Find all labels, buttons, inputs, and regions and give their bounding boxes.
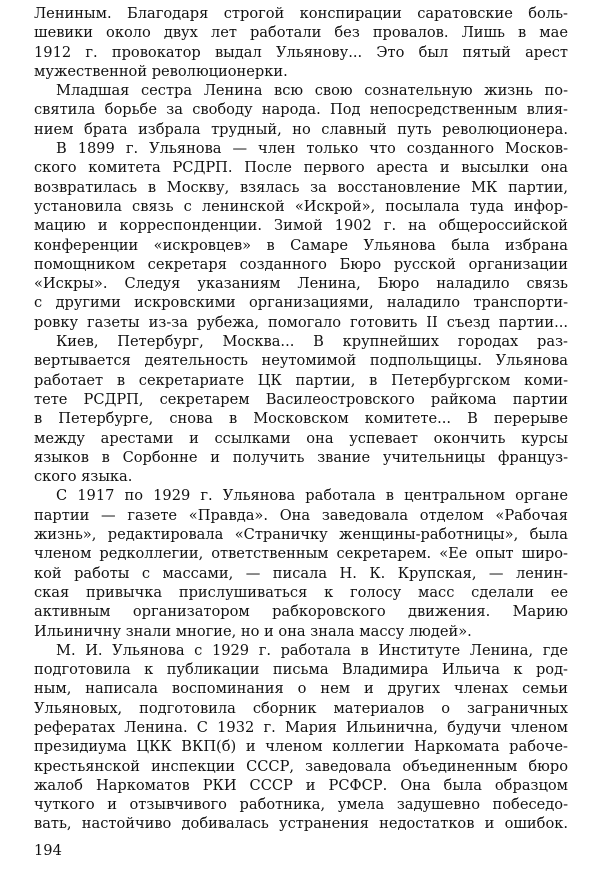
text-line: мацию и корреспонденции. Зимой 1902 г. на общероссийской [34, 217, 568, 235]
text-line: языков в Сорбонне и получить звание учительницы француз- [34, 448, 568, 466]
text-line: партии — газете «Правда». Она заведовала отделом «Рабочая [34, 506, 568, 524]
text-line: жалоб Наркоматов РКИ СССР и РСФСР. Она была образцом [34, 776, 568, 794]
text-line: Младшая сестра Ленина всю свою сознательную жизнь по- [56, 82, 568, 100]
text-line: кой работы с массами, — писала Н. К. Крупская, — ленин- [34, 564, 568, 582]
text-line: С 1917 по 1929 г. Ульянова работала в центральном органе [56, 487, 568, 505]
text-line: святила борьбе за свободу народа. Под непосредственным влия- [34, 101, 568, 119]
text-line: президиума ЦКК ВКП(б) и членом коллегии Наркомата рабоче- [34, 738, 568, 756]
paragraph-2 [34, 81, 568, 139]
text-line: В 1899 г. Ульянова — член только что созданного Москов- [56, 140, 568, 158]
paragraph-5 [34, 486, 568, 640]
text-line: активным организатором рабкоровского движения. Марию [34, 603, 568, 621]
body-text [34, 4, 568, 834]
page-number: 194 [34, 842, 62, 859]
text-line: подготовила к публикации письма Владимира Ильича к род- [34, 661, 568, 679]
text-line: мужественной революционерки. [34, 62, 288, 80]
text-line: с другими искровскими организациями, наладило транспорти- [34, 294, 568, 312]
paragraph-4 [34, 332, 568, 486]
text-line: «Искры». Следуя указаниям Ленина, Бюро наладило связь [34, 275, 568, 293]
text-line: нием брата избрала трудный, но славный путь революционера. [34, 120, 568, 138]
text-line: вертывается деятельность неутомимой подпольщицы. Ульянова [34, 352, 568, 370]
text-line: М. И. Ульянова с 1929 г. работала в Институте Ленина, где [56, 641, 568, 659]
text-line: ская привычка прислушиваться к голосу масс сделали ее [34, 583, 568, 601]
text-line: установила связь с ленинской «Искрой», посылала туда инфор- [34, 197, 568, 215]
text-line: рефератах Ленина. С 1932 г. Мария Ильинична, будучи членом [34, 718, 568, 736]
text-line: ского комитета РСДРП. После первого ареста и высылки она [34, 159, 568, 177]
text-line: ным, написала воспоминания о нем и других членах семьи [34, 680, 568, 698]
text-line: ского языка. [34, 468, 133, 486]
text-line: возвратилась в Москву, взялась за восстановление МК партии, [34, 178, 568, 196]
text-line: крестьянской инспекции СССР, заведовала объединенным бюро [34, 757, 568, 775]
text-line: Лениным. Благодаря строгой конспирации саратовские боль- [34, 5, 568, 22]
text-line: чуткого и отзывчивого работника, умела задушевно побеседо- [34, 796, 568, 814]
text-line: Ульяновых, подготовила сборник материалов о заграничных [34, 699, 568, 717]
text-line: в Петербурге, снова в Московском комитете... В перерыве [34, 410, 568, 428]
paragraph-6 [34, 641, 568, 834]
text-line: Киев, Петербург, Москва... В крупнейших городах раз- [56, 333, 568, 351]
text-line: конференции «искровцев» в Самаре Ульянова была избрана [34, 236, 568, 254]
text-line: помощником секретаря созданного Бюро русской организации [34, 255, 568, 273]
text-line: шевики около двух лет работали без провалов. Лишь в мае [34, 24, 568, 42]
text-line: вать, настойчиво добивалась устранения недостатков и ошибок. [34, 815, 568, 833]
text-line: жизнь», редактировала «Страничку женщины-работницы», была [34, 526, 568, 544]
text-line: 1912 г. провокатор выдал Ульянову... Это был пятый арест [34, 43, 568, 61]
text-line: Ильиничну знали многие, но и она знала массу людей». [34, 622, 472, 640]
text-line: ровку газеты из-за рубежа, помогало готовить II съезд партии... [34, 313, 568, 331]
text-line: тете РСДРП, секретарем Василеостровского райкома партии [34, 390, 568, 408]
text-line: между арестами и ссылками она успевает окончить курсы [34, 429, 568, 447]
paragraph-1 [34, 4, 568, 81]
text-line: работает в секретариате ЦК партии, в Петербургском коми- [34, 371, 568, 389]
paragraph-3 [34, 139, 568, 332]
text-line: членом редколлегии, ответственным секретарем. «Ее опыт широ- [34, 545, 568, 563]
